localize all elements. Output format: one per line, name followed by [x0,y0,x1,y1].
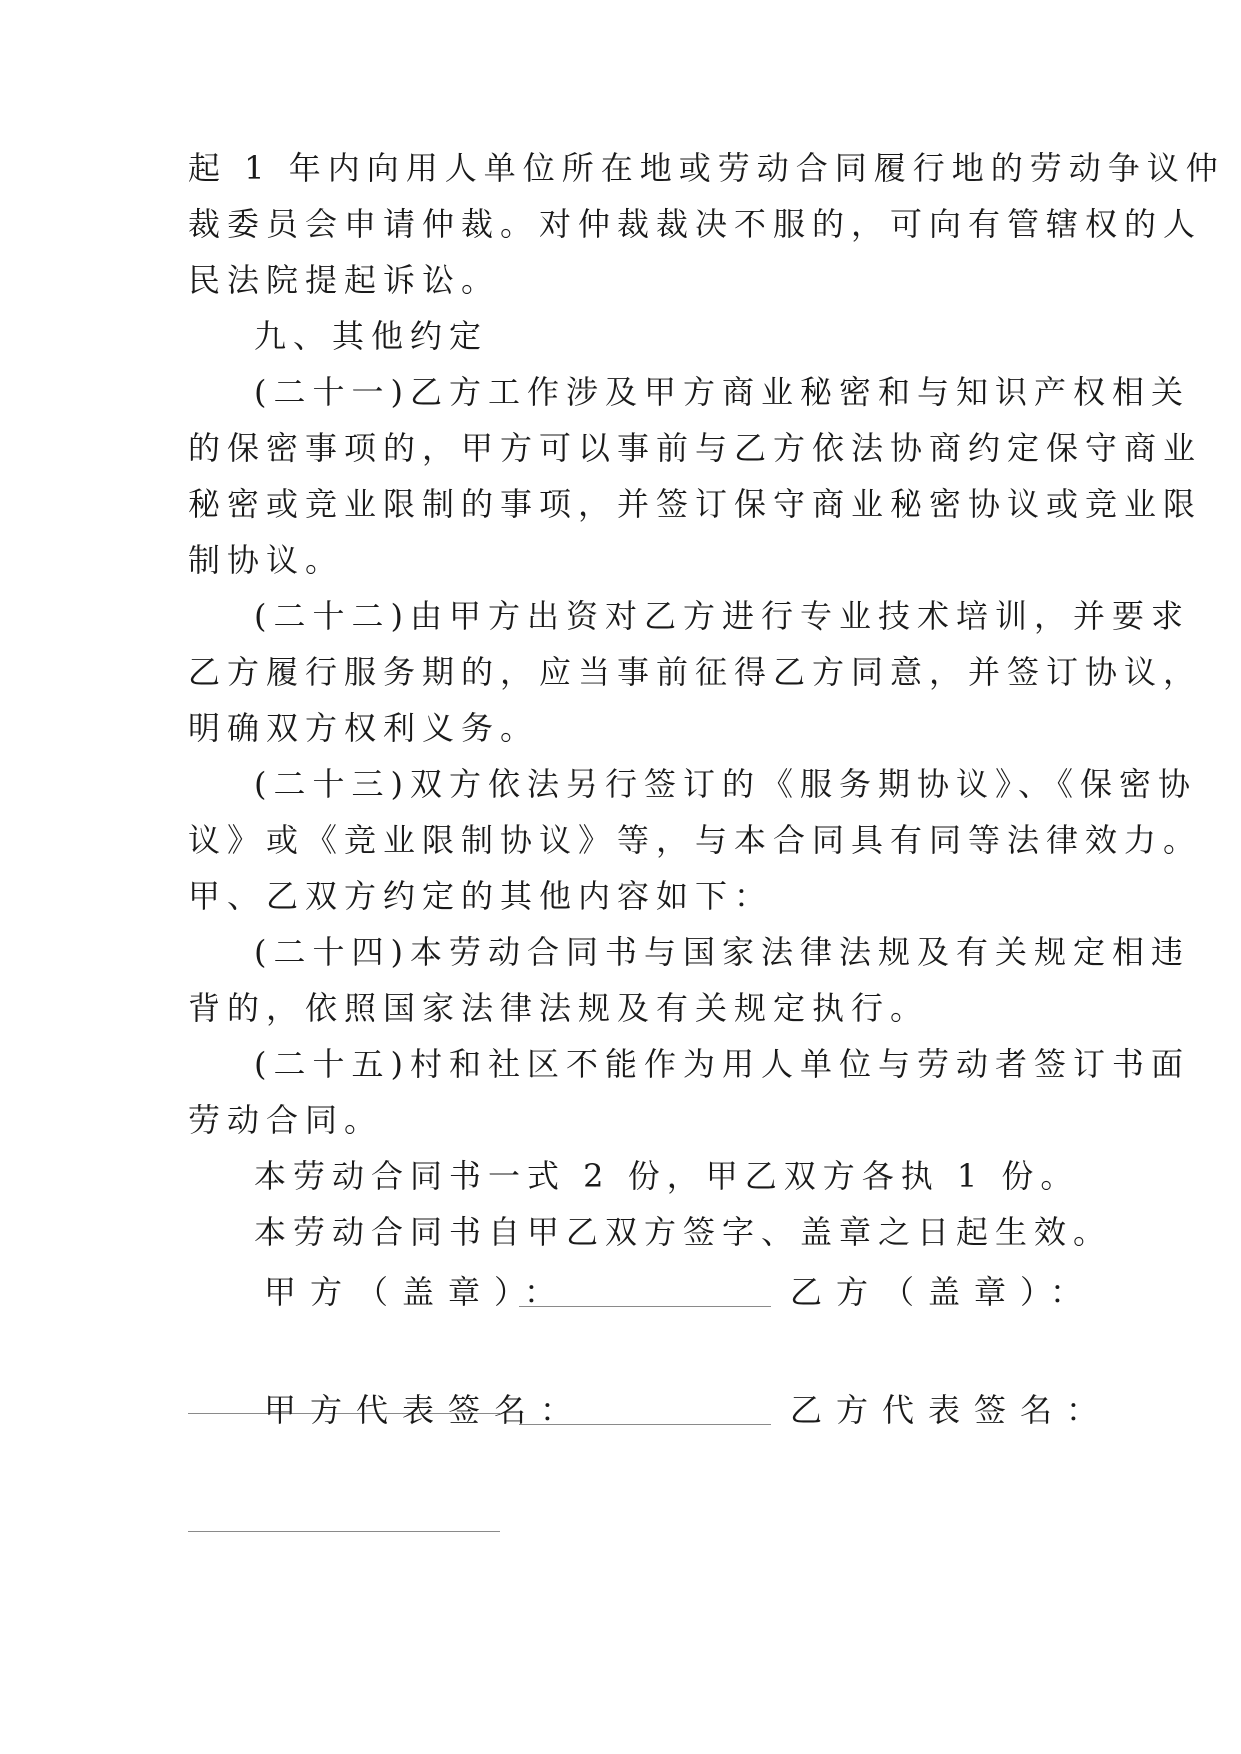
copies-statement: 本劳动合同书一式 2 份，甲乙双方各执 1 份。 [254,1157,1080,1195]
paragraph-line: 裁委员会申请仲裁。对仲裁裁决不服的，可向有管辖权的人 [188,205,1203,243]
section-heading: 九、其他约定 [254,317,489,355]
clause-25-line: (二十五)村和社区不能作为用人单位与劳动者签订书面 [254,1045,1190,1083]
paragraph-line: 民法院提起诉讼。 [188,261,501,299]
party-a-seal-label: 甲方（盖章）： [264,1273,571,1311]
party-b-seal-label: 乙方（盖章）： [790,1273,1097,1311]
party-a-seal-blank[interactable] [519,1306,771,1307]
clause-24-line: 背的，依照国家法律法规及有关规定执行。 [188,989,930,1027]
clause-23-line: 甲、乙双方约定的其他内容如下： [188,877,774,915]
clause-22-line: 明确双方权利义务。 [188,709,540,747]
clause-21-line: 的保密事项的，甲方可以事前与乙方依法协商约定保守商业 [188,429,1203,467]
rep-signature-row [0,1388,1241,1432]
clause-25-line: 劳动合同。 [188,1101,384,1139]
seal-signature-row [0,1270,1241,1314]
party-a-rep-blank[interactable] [519,1424,771,1425]
clause-21-line: 制协议。 [188,541,345,579]
clause-21-line: 秘密或竞业限制的事项，并签订保守商业秘密协议或竞业限 [188,485,1203,523]
clause-22-line: 乙方履行服务期的，应当事前征得乙方同意，并签订协议， [188,653,1203,691]
party-b-rep-blank[interactable] [188,1531,500,1532]
party-b-rep-label: 乙方代表签名： [790,1391,1113,1429]
clause-24-line: (二十四)本劳动合同书与国家法律法规及有关规定相违 [254,933,1190,971]
paragraph-line: 起 1 年内向用人单位所在地或劳动合同履行地的劳动争议仲 [188,149,1225,187]
clause-23-line: (二十三)双方依法另行签订的《服务期协议》、《保密协 [254,765,1197,803]
clause-21-line: (二十一)乙方工作涉及甲方商业秘密和与知识产权相关 [254,373,1190,411]
clause-22-line: (二十二)由甲方出资对乙方进行专业技术培训，并要求 [254,597,1190,635]
clause-23-line: 议》或《竞业限制协议》等，与本合同具有同等法律效力。 [188,821,1203,859]
effective-statement: 本劳动合同书自甲乙双方签字、盖章之日起生效。 [254,1213,1113,1251]
party-a-rep-label: 甲方代表签名： [264,1391,587,1429]
